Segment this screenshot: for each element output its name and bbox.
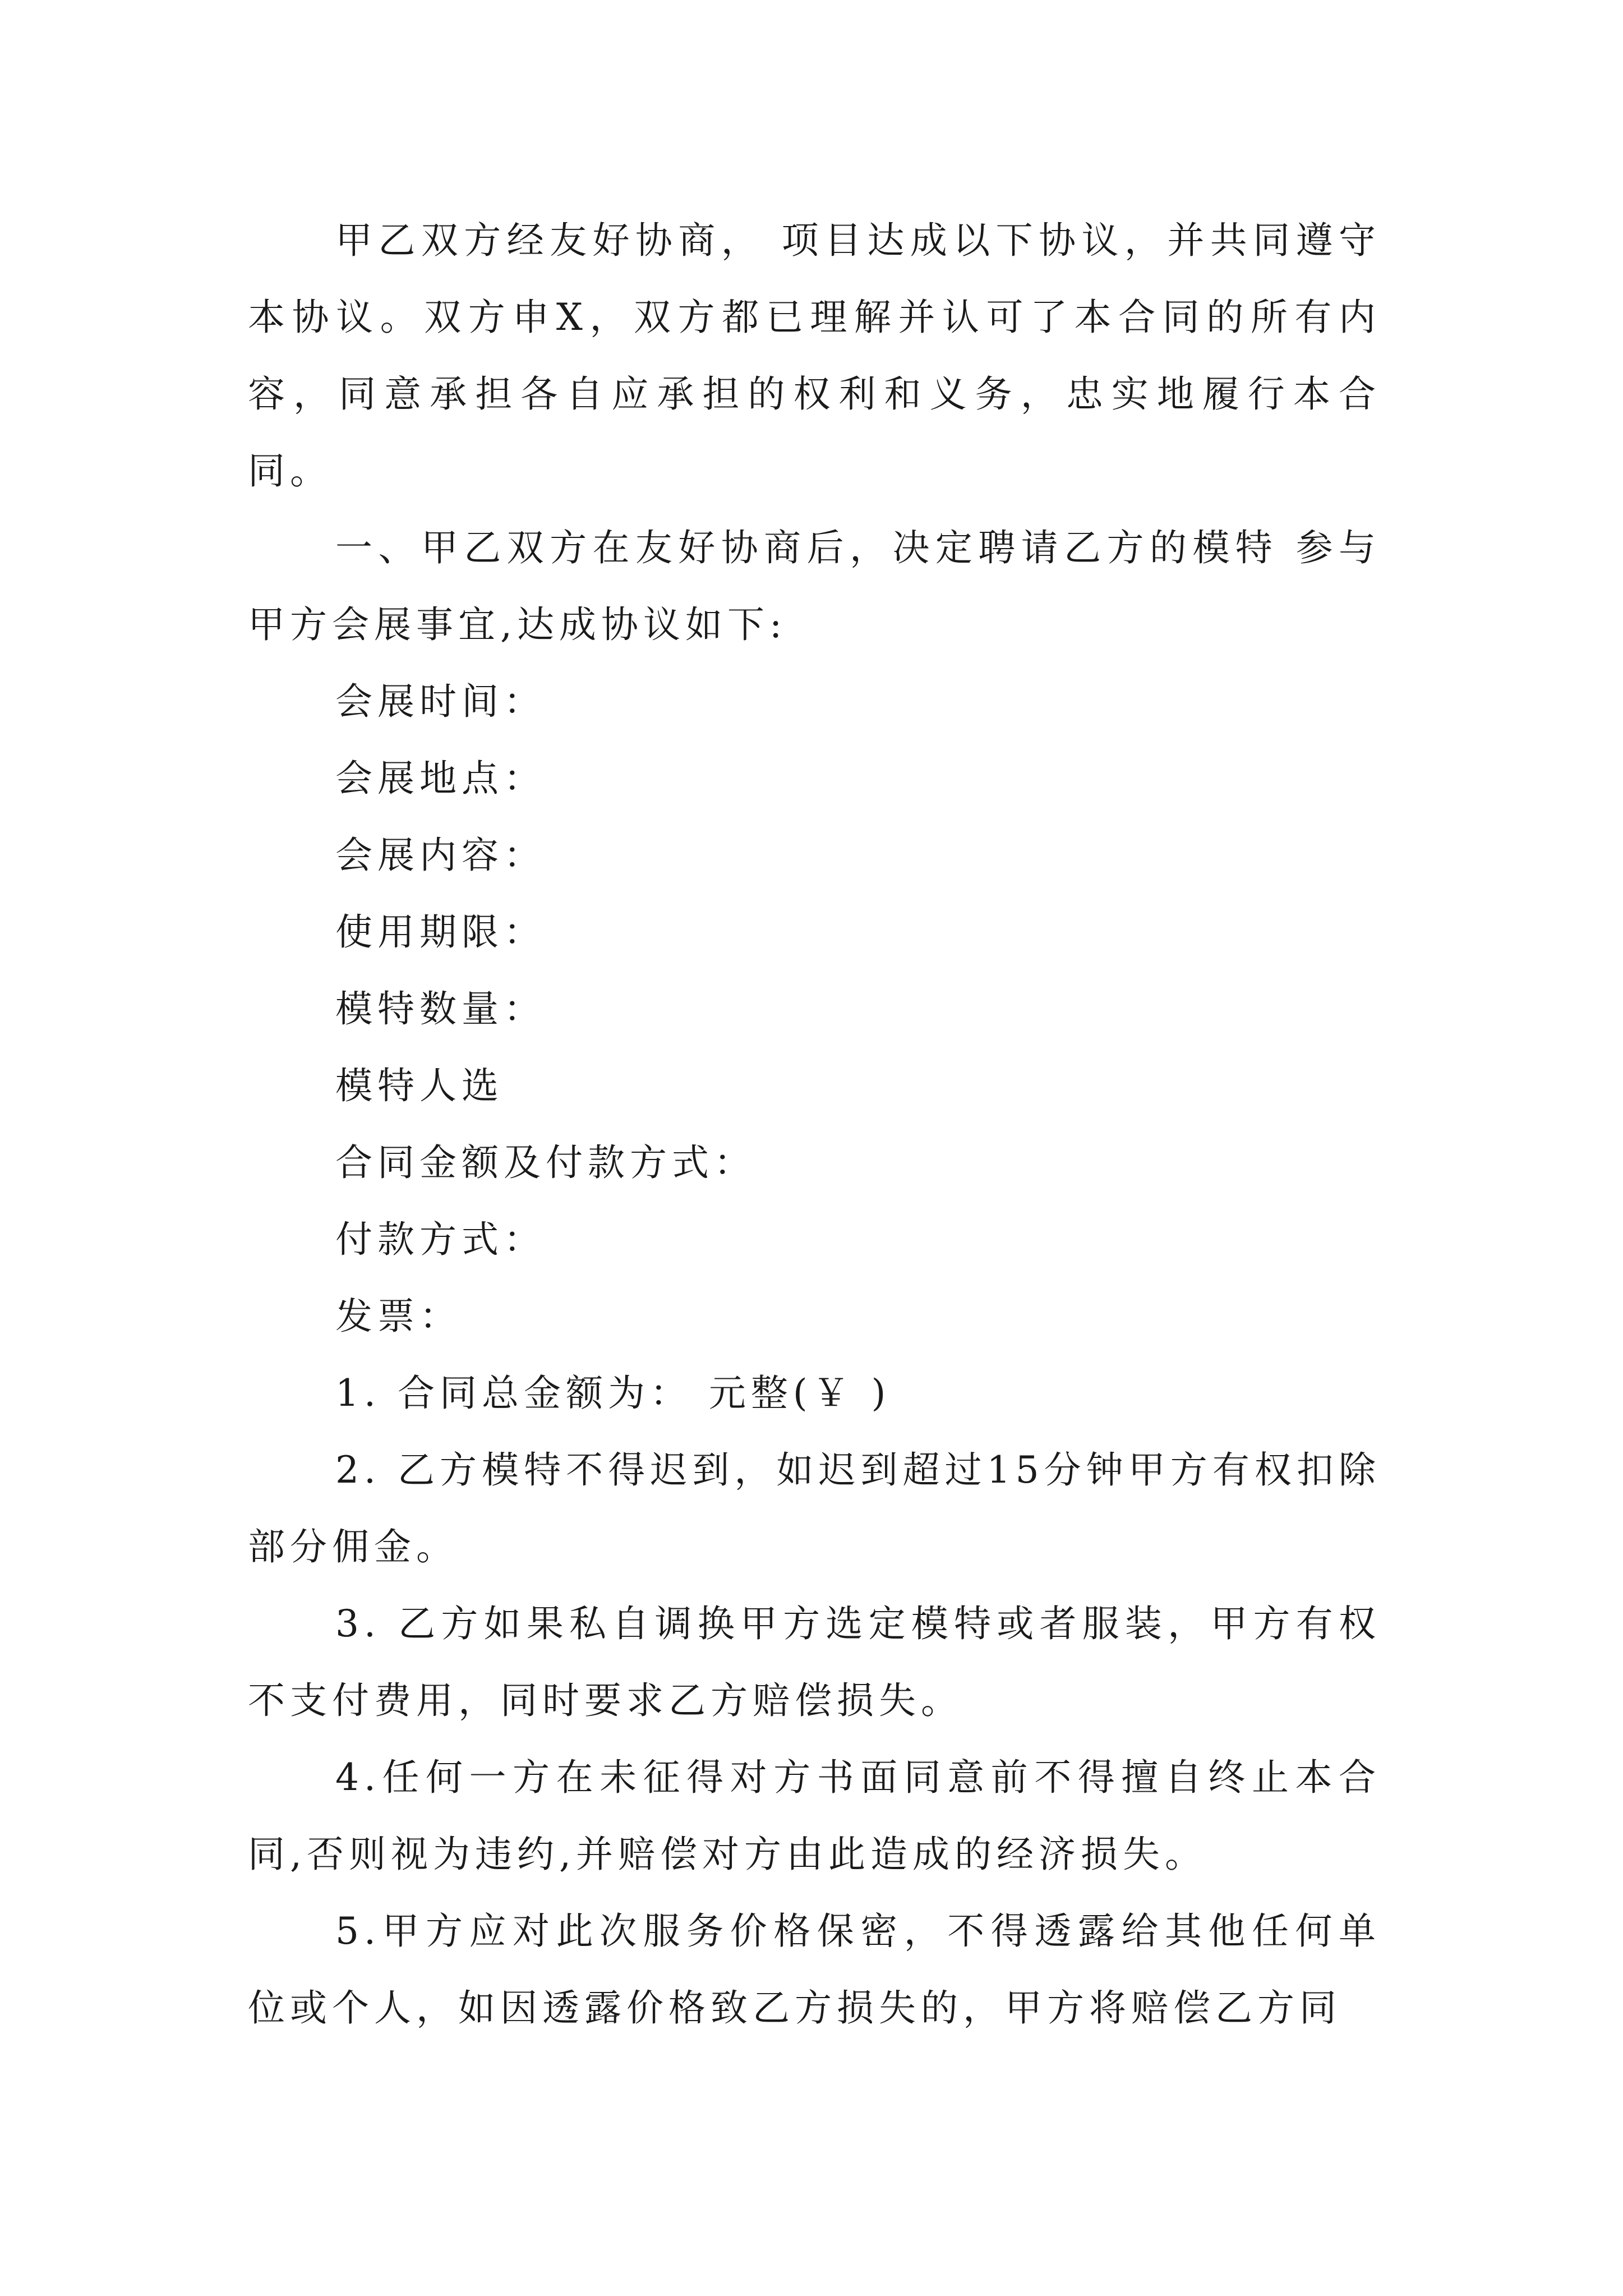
field-payment-method: 付款方式： [335, 1218, 546, 1261]
clause-3: 3. 乙方如果私自调换甲方选定模特或者服装，甲方有权不支付费用，同时要求乙方赔偿损失。 [248, 1602, 1381, 1722]
clause-2: 2. 乙方模特不得迟到，如迟到超过15分钟甲方有权扣除部分佣金。 [248, 1448, 1381, 1568]
field-model-count: 模特数量： [335, 987, 546, 1030]
field-usage-period: 使用期限： [335, 910, 546, 954]
clause-4: 4.任何一方在未征得对方书面同意前不得擅自终止本合同,否则视为违约,并赔偿对方由此造成的经济损失。 [248, 1756, 1381, 1876]
field-invoice: 发票： [335, 1295, 462, 1338]
field-model-selection: 模特人选 [335, 1064, 504, 1107]
field-exhibition-location: 会展地点： [335, 757, 546, 800]
clause-1: 1. 合同总金额为： 元整(￥ ) [335, 1372, 891, 1415]
contract-body [248, 202, 1381, 2046]
field-exhibition-time: 会展时间： [335, 680, 546, 723]
field-contract-amount: 合同金额及付款方式： [335, 1141, 756, 1184]
intro-paragraph: 甲乙双方经友好协商， 项目达成以下协议，并共同遵守本协议。双方申X，双方都已理解并认可了本合同的所有内容，同意承担各自应承担的权利和义务，忠实地履行本合同。 [248, 219, 1381, 493]
clause-5: 5.甲方应对此次服务价格保密，不得透露给其他任何单位或个人，如因透露价格致乙方损失的，甲方将赔偿乙方同 [248, 1910, 1381, 2030]
field-exhibition-content: 会展内容： [335, 834, 546, 877]
article-one-paragraph: 一、甲乙双方在友好协商后，决定聘请乙方的模特 参与甲方会展事宜,达成协议如下: [248, 526, 1381, 646]
